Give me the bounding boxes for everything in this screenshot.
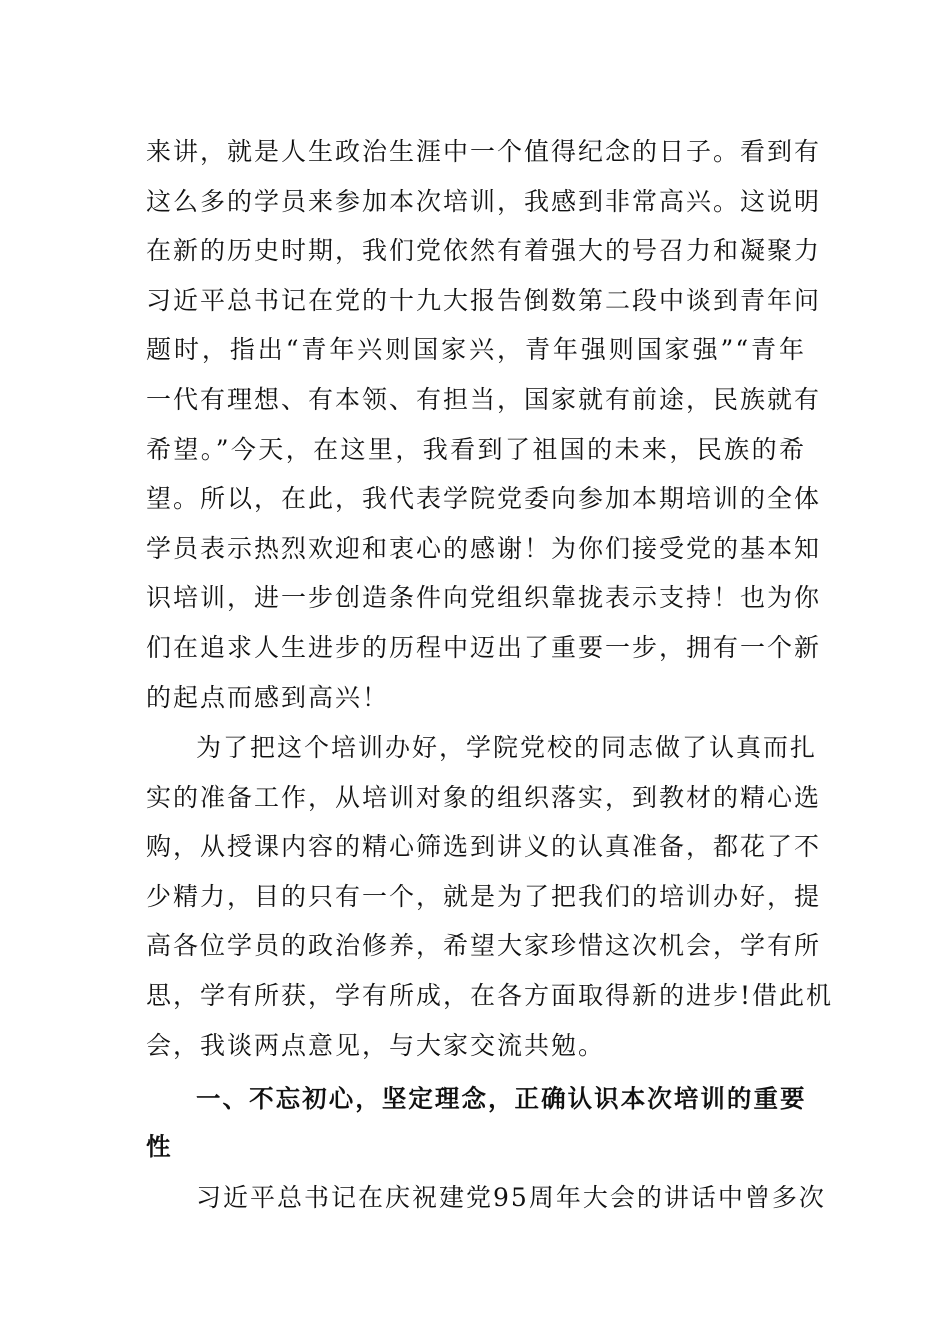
body-paragraph-section-start <box>146 1173 826 1223</box>
text-line: 在新的历史时期，我们党依然有着强大的号召力和凝聚力 <box>146 236 822 266</box>
text-line: 题时，指出“青年兴则国家兴，青年强则国家强”“青年 <box>146 335 806 365</box>
text-line: 购，从授课内容的精心筛选到讲义的认真准备，都花了不 <box>146 832 822 862</box>
text-line: 为了把这个培训办好，学院党校的同志做了认真而扎 <box>196 733 818 762</box>
text-line: 习近平总书记在党的十九大报告倒数第二段中谈到青年问 <box>146 285 822 315</box>
body-paragraph-welcome <box>146 127 822 722</box>
body-paragraph-preparation <box>146 723 834 1070</box>
text-line: 来讲，就是人生政治生涯中一个值得纪念的日子。看到有 <box>146 137 822 166</box>
text-line: 高各位学员的政治修养，希望大家珍惜这次机会，学有所 <box>146 931 822 961</box>
heading-line: 性 <box>146 1132 172 1161</box>
text-line: 会，我谈两点意见，与大家交流共勉。 <box>146 1030 606 1060</box>
text-line: 学员表示热烈欢迎和衷心的感谢！为你们接受党的基本知 <box>146 533 822 563</box>
text-line: 们在追求人生进步的历程中迈出了重要一步，拥有一个新 <box>146 632 822 662</box>
section-heading <box>146 1075 806 1171</box>
text-line: 的起点而感到高兴！ <box>146 682 390 712</box>
text-line: 少精力，目的只有一个，就是为了把我们的培训办好，提 <box>146 881 822 911</box>
text-line: 一代有理想、有本领、有担当，国家就有前途，民族就有 <box>146 384 822 414</box>
heading-line: 一、不忘初心，坚定理念，正确认识本次培训的重要 <box>196 1084 806 1113</box>
text-line: 思，学有所获，学有所成，在各方面取得新的进步!借此机 <box>146 980 834 1010</box>
text-line: 这么多的学员来参加本次培训，我感到非常高兴。这说明 <box>146 186 822 216</box>
text-line: 习近平总书记在庆祝建党95周年大会的讲话中曾多次 <box>196 1183 826 1212</box>
text-line: 望。所以，在此，我代表学院党委向参加本期培训的全体 <box>146 484 822 514</box>
text-line: 实的准备工作，从培训对象的组织落实，到教材的精心选 <box>146 782 822 812</box>
text-line: 希望。”今天，在这里，我看到了祖国的未来，民族的希 <box>146 434 806 464</box>
text-line: 识培训，进一步创造条件向党组织靠拢表示支持！也为你 <box>146 583 822 613</box>
